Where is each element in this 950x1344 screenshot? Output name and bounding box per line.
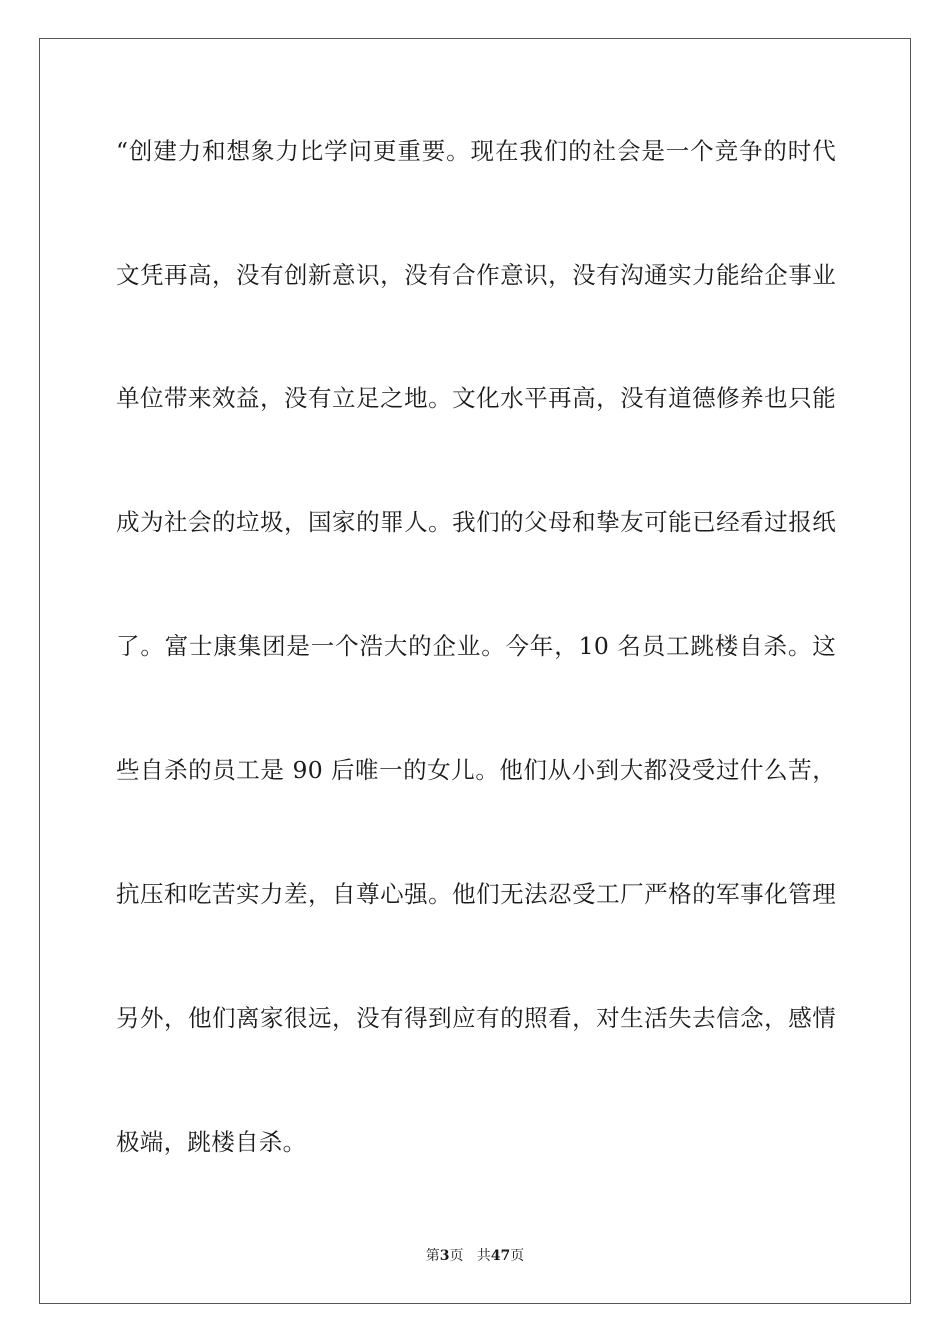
body-text-line-8: 另外，他们离家很远，没有得到应有的照看，对生活失去信念，感情 <box>116 1004 836 1032</box>
body-text-line-4: 成为社会的垃圾，国家的罪人。我们的父母和挚友可能已经看过报纸 <box>116 508 836 536</box>
page-number: 3 <box>439 1248 450 1264</box>
page-border <box>39 38 911 1304</box>
body-text-line-2: 文凭再高，没有创新意识，没有合作意识，没有沟通实力能给企事业 <box>116 261 836 289</box>
page-footer <box>0 1247 950 1265</box>
body-text-line-9: 极端，跳楼自杀。 <box>116 1128 307 1156</box>
total-prefix: 共 <box>476 1248 491 1264</box>
page-prefix: 第 <box>425 1248 440 1264</box>
body-text-line-7: 抗压和吃苦实力差，自尊心强。他们无法忍受工厂严格的军事化管理 <box>116 880 836 908</box>
body-text-line-1: “创建力和想象力比学问更重要。现在我们的社会是一个竞争的时代 <box>116 137 836 165</box>
body-text-line-3: 单位带来效益，没有立足之地。文化水平再高，没有道德修养也只能 <box>116 384 836 412</box>
page-suffix: 页 <box>449 1248 464 1264</box>
total-pages: 47 <box>490 1248 511 1264</box>
total-suffix: 页 <box>510 1248 525 1264</box>
body-text-line-5: 了。富士康集团是一个浩大的企业。今年，10 名员工跳楼自杀。这 <box>116 632 836 660</box>
body-text-line-6: 些自杀的员工是 90 后唯一的女儿。他们从小到大都没受过什么苦， <box>116 756 836 784</box>
